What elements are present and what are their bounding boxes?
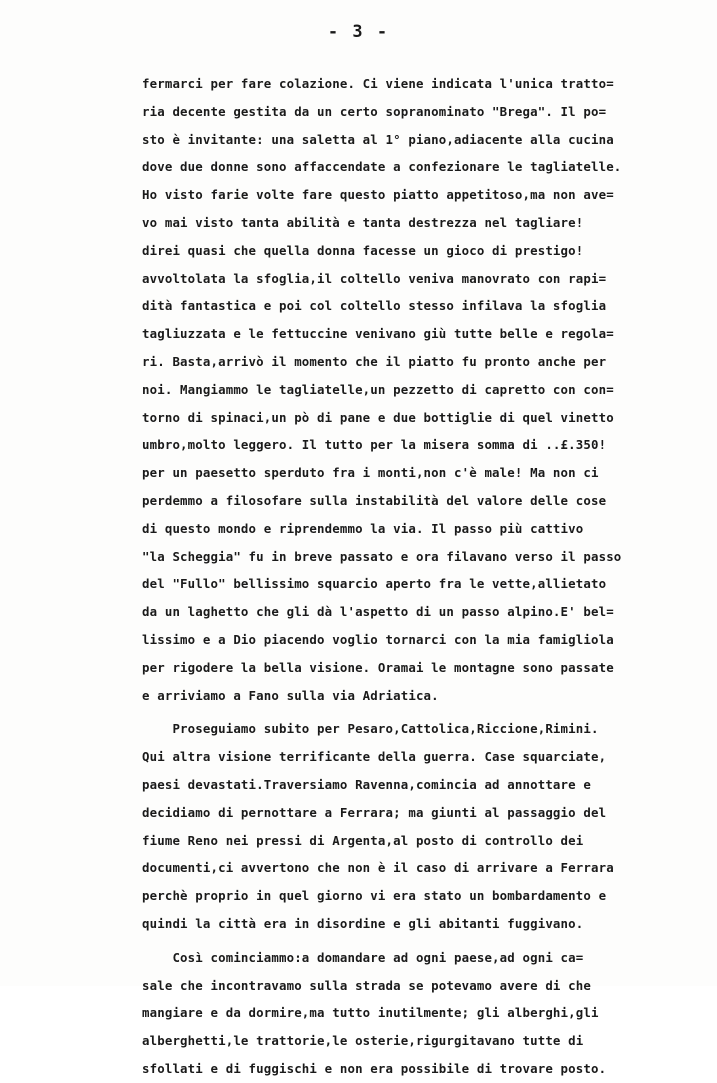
text-line: sale che incontravamo sulla strada se potevamo avere di che: [142, 977, 591, 993]
text-line: del "Fullo" bellissimo squarcio aperto fra le vette,allietato: [142, 576, 607, 592]
text-line: perchè proprio in quel giorno vi era stato un bombardamento e: [142, 888, 607, 904]
text-line: Così cominciammo:a domandare ad ogni paese,ad ogni ca=: [142, 949, 584, 965]
text-line: decidiamo di pernottare a Ferrara; ma giunti al passaggio del: [142, 804, 607, 820]
text-line: sfollati e di fuggischi e non era possibile di trovare posto.: [142, 1060, 607, 1076]
text-line: tagliuzzata e le fettuccine venivano giù tutte belle e regola=: [142, 326, 614, 342]
paragraph-3: [142, 944, 662, 1083]
text-line: dove due donne sono affaccendate a confezionare le tagliatelle.: [142, 159, 622, 175]
text-line: sto è invitante: una saletta al 1° piano,adiacente alla cucina: [142, 131, 614, 147]
text-line: ria decente gestita da un certo sopranominato "Brega". Il po=: [142, 103, 607, 119]
paragraph-1: [142, 70, 662, 709]
text-line: paesi devastati.Traversiamo Ravenna,comincia ad annottare e: [142, 776, 591, 792]
text-line: "la Scheggia" fu in breve passato e ora filavano verso il passo: [142, 548, 622, 564]
body-text: [142, 70, 662, 1083]
text-line: mangiare e da dormire,ma tutto inutilmente; gli alberghi,gli: [142, 1005, 599, 1021]
text-line: vo mai visto tanta abilità e tanta destrezza nel tagliare!: [142, 214, 584, 230]
paragraph-2: [142, 715, 662, 937]
text-line: direi quasi che quella donna facesse un gioco di prestigo!: [142, 242, 584, 258]
text-line: dità fantastica e poi col coltello stesso infilava la sfoglia: [142, 298, 607, 314]
text-line: fermarci per fare colazione. Ci viene indicata l'unica tratto=: [142, 76, 614, 91]
text-line: alberghetti,le trattorie,le osterie,rigurgitavano tutte di: [142, 1033, 584, 1049]
text-line: ri. Basta,arrivò il momento che il piatto fu pronto anche per: [142, 353, 607, 369]
text-line: quindi la città era in disordine e gli abitanti fuggivano.: [142, 915, 584, 931]
text-line: Qui altra visione terrificante della guerra. Case squarciate,: [142, 749, 607, 765]
text-line: lissimo e a Dio piacendo voglio tornarci con la mia famigliola: [142, 631, 614, 647]
text-line: documenti,ci avvertono che non è il caso di arrivare a Ferrara: [142, 860, 614, 876]
text-line: perdemmo a filosofare sulla instabilità del valore delle cose: [142, 492, 607, 508]
text-line: per un paesetto sperduto fra i monti,non c'è male! Ma non ci: [142, 465, 599, 481]
text-line: torno di spinaci,un pò di pane e due bottiglie di quel vinetto: [142, 409, 614, 425]
text-line: di questo mondo e riprendemmo la via. Il passo più cattivo: [142, 520, 584, 536]
page-number: - 3 -: [327, 22, 390, 42]
text-line: Proseguiamo subito per Pesaro,Cattolica,Riccione,Rimini.: [142, 721, 599, 737]
text-line: per rigodere la bella visione. Oramai le montagne sono passate: [142, 659, 614, 675]
text-line: e arriviamo a Fano sulla via Adriatica.: [142, 687, 439, 703]
text-line: noi. Mangiammo le tagliatelle,un pezzetto di capretto con con=: [142, 381, 614, 397]
text-line: da un laghetto che gli dà l'aspetto di un passo alpino.E' bel=: [142, 604, 614, 620]
text-line: avvoltolata la sfoglia,il coltello veniva manovrato con rapi=: [142, 270, 607, 286]
text-line: Ho visto farie volte fare questo piatto appetitoso,ma non ave=: [142, 187, 614, 203]
text-line: fiume Reno nei pressi di Argenta,al posto di controllo dei: [142, 832, 584, 848]
text-line: umbro,molto leggero. Il tutto per la misera somma di ..£.350!: [142, 437, 607, 453]
